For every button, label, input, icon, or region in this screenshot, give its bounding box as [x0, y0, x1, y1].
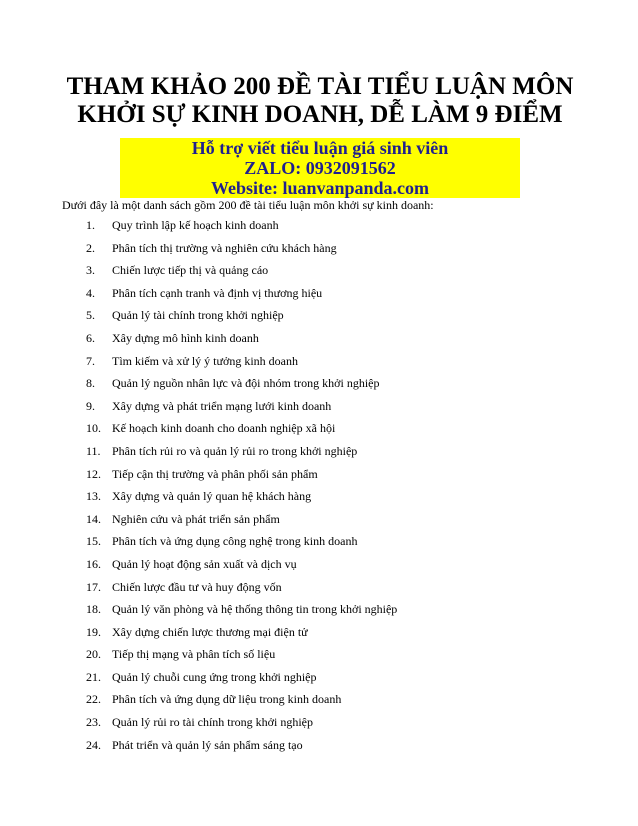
- list-item-number: 15.: [86, 534, 101, 549]
- list-item-number: 10.: [86, 421, 101, 436]
- promo-line-2: ZALO: 0932091562: [120, 158, 520, 178]
- list-item: [86, 331, 397, 354]
- list-item: [86, 444, 397, 467]
- list-item-number: 7.: [86, 353, 95, 368]
- list-item-text: Phân tích cạnh tranh và định vị thương hiệu: [112, 285, 323, 300]
- list-item-number: 4.: [86, 285, 95, 300]
- list-item-number: 14.: [86, 511, 101, 526]
- promo-line-3: Website: luanvanpanda.com: [120, 178, 520, 198]
- topic-list: [86, 218, 397, 760]
- list-item-number: 6.: [86, 330, 95, 345]
- list-item: [86, 286, 397, 309]
- list-item: [86, 580, 397, 603]
- list-item-text: Xây dựng chiến lược thương mại điện tử: [112, 624, 308, 639]
- list-item-number: 16.: [86, 556, 101, 571]
- list-item: [86, 467, 397, 490]
- list-item-text: Xây dựng và phát triển mạng lưới kinh doanh: [112, 398, 332, 413]
- page-title: [60, 73, 580, 129]
- list-item-number: 12.: [86, 466, 101, 481]
- list-item: [86, 263, 397, 286]
- list-item-number: 2.: [86, 240, 95, 255]
- list-item-text: Kế hoạch kinh doanh cho doanh nghiệp xã hội: [112, 421, 336, 436]
- list-item: [86, 376, 397, 399]
- title-line-1: THAM KHẢO 200 ĐỀ TÀI TIỂU LUẬN MÔN: [66, 73, 574, 100]
- list-item: [86, 715, 397, 738]
- intro-text: Dưới đây là một danh sách gồm 200 đề tài tiểu luận môn khởi sự kinh doanh:: [62, 198, 434, 212]
- title-line-2: KHỞI SỰ KINH DOANH, DỄ LÀM 9 ĐIỂM: [77, 101, 563, 128]
- list-item-number: 19.: [86, 624, 101, 639]
- list-item: [86, 218, 397, 241]
- list-item: [86, 489, 397, 512]
- list-item-number: 1.: [86, 218, 95, 232]
- list-item-number: 13.: [86, 489, 101, 504]
- list-item-text: Phân tích và ứng dụng công nghệ trong kinh doanh: [112, 534, 358, 549]
- list-item-number: 20.: [86, 647, 101, 662]
- list-item-number: 21.: [86, 669, 101, 684]
- list-item: [86, 738, 397, 761]
- list-item-text: Quản lý văn phòng và hệ thống thông tin trong khởi nghiệp: [112, 602, 398, 617]
- list-item-number: 18.: [86, 602, 101, 617]
- list-item-number: 8.: [86, 376, 95, 391]
- list-item: [86, 399, 397, 422]
- list-item-text: Xây dựng và quản lý quan hệ khách hàng: [112, 489, 312, 504]
- list-item-number: 23.: [86, 715, 101, 730]
- list-item: [86, 602, 397, 625]
- list-item: [86, 625, 397, 648]
- list-item: [86, 354, 397, 377]
- list-item: [86, 241, 397, 264]
- list-item: [86, 692, 397, 715]
- list-item-text: Tiếp thị mạng và phân tích số liệu: [112, 647, 276, 662]
- list-item-text: Nghiên cứu và phát triển sản phẩm: [112, 511, 280, 526]
- list-item-text: Chiến lược đầu tư và huy động vốn: [112, 579, 282, 594]
- list-item-text: Phân tích và ứng dụng dữ liệu trong kinh doanh: [112, 692, 342, 707]
- promo-block: [120, 138, 520, 198]
- list-item-number: 9.: [86, 398, 95, 413]
- list-item-text: Quản lý nguồn nhân lực và đội nhóm trong khởi nghiệp: [112, 376, 380, 391]
- list-item: [86, 647, 397, 670]
- list-item-text: Quản lý tài chính trong khởi nghiệp: [112, 308, 284, 323]
- list-item-text: Tiếp cận thị trường và phân phối sản phẩm: [112, 466, 318, 481]
- list-item-number: 17.: [86, 579, 101, 594]
- list-item-text: Quản lý chuỗi cung ứng trong khởi nghiệp: [112, 669, 317, 684]
- list-item-number: 3.: [86, 263, 95, 278]
- list-item-text: Phân tích thị trường và nghiên cứu khách hàng: [112, 240, 337, 255]
- list-item-text: Phân tích rủi ro và quản lý rủi ro trong khởi nghiệp: [112, 443, 358, 458]
- list-item: [86, 421, 397, 444]
- list-item-number: 22.: [86, 692, 101, 707]
- list-item: [86, 557, 397, 580]
- list-item-text: Phát triển và quản lý sản phẩm sáng tạo: [112, 737, 303, 752]
- list-item-text: Quy trình lập kế hoạch kinh doanh: [112, 218, 279, 232]
- list-item-text: Chiến lược tiếp thị và quảng cáo: [112, 263, 269, 278]
- list-item-number: 5.: [86, 308, 95, 323]
- list-item: [86, 308, 397, 331]
- list-item-text: Quản lý rủi ro tài chính trong khởi nghiệp: [112, 715, 313, 730]
- list-item-number: 24.: [86, 737, 101, 752]
- list-item-text: Xây dựng mô hình kinh doanh: [112, 330, 259, 345]
- list-item-number: 11.: [86, 443, 101, 458]
- list-item-text: Tìm kiếm và xử lý ý tưởng kinh doanh: [112, 353, 298, 368]
- list-item: [86, 512, 397, 535]
- list-item: [86, 670, 397, 693]
- list-item: [86, 534, 397, 557]
- promo-line-1: Hỗ trợ viết tiểu luận giá sinh viên: [120, 138, 520, 158]
- list-item-text: Quản lý hoạt động sản xuất và dịch vụ: [112, 556, 297, 571]
